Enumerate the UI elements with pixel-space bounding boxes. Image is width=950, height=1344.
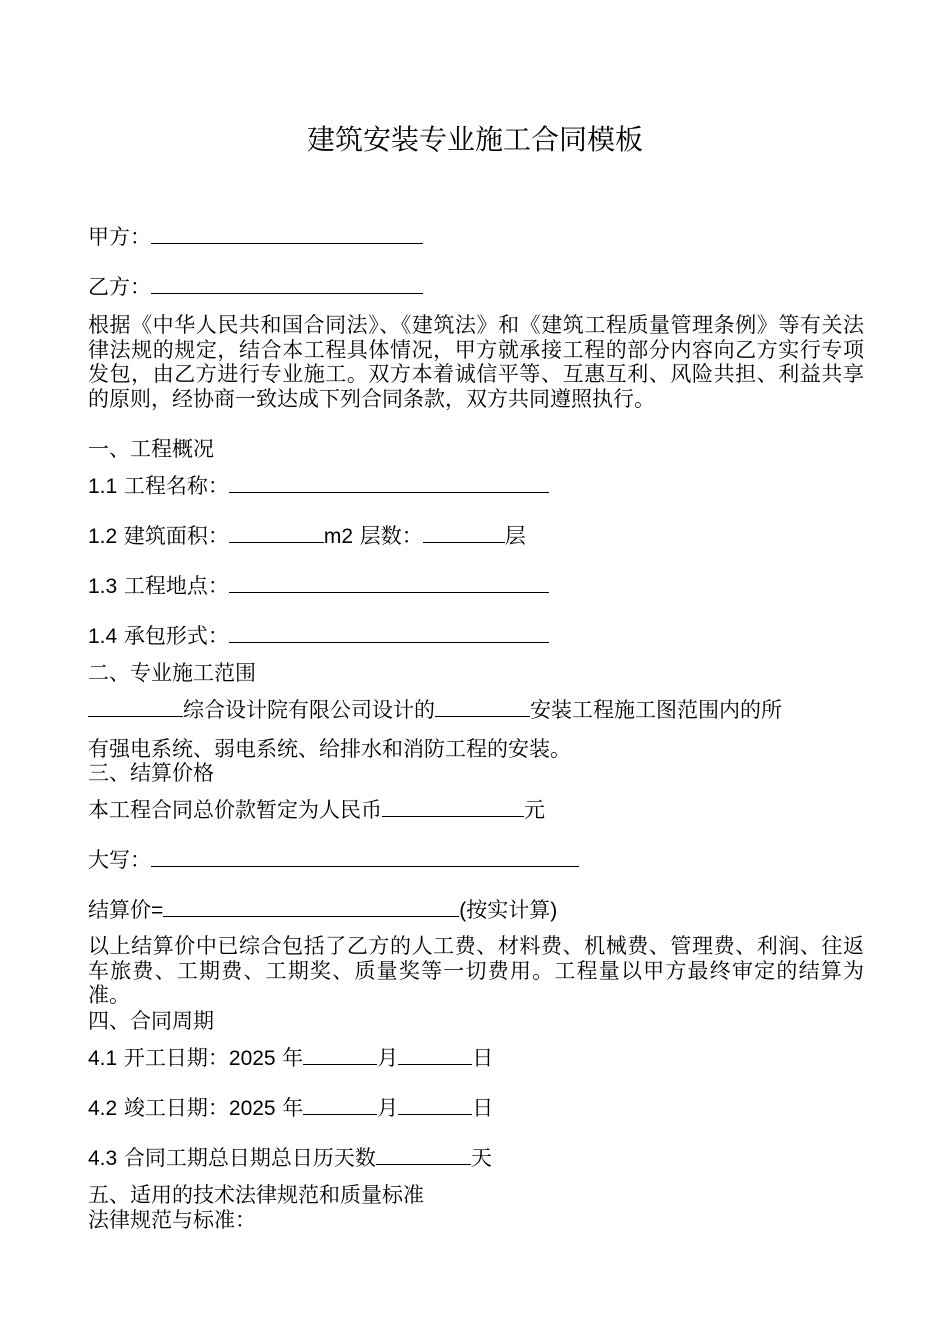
total-days-number: 4.3 bbox=[88, 1147, 118, 1170]
settlement-note: (按实计算) bbox=[459, 899, 558, 922]
building-area-unit: m2 bbox=[323, 525, 354, 548]
project-location-label: 工程地点： bbox=[123, 574, 229, 598]
section5-heading: 五、适用的技术法律规范和质量标准 bbox=[88, 1183, 424, 1207]
section4-heading: 四、合同周期 bbox=[88, 1009, 214, 1033]
floors-blank[interactable] bbox=[423, 522, 505, 543]
capital-amount-blank[interactable] bbox=[151, 846, 579, 867]
project-name-line bbox=[88, 472, 549, 500]
start-date-line bbox=[88, 1044, 493, 1072]
building-area-line bbox=[88, 522, 526, 550]
section2-heading: 二、专业施工范围 bbox=[88, 661, 256, 685]
building-area-label: 建筑面积： bbox=[123, 524, 229, 548]
start-month-unit: 月 bbox=[377, 1046, 399, 1070]
scope-line-2: 有强电系统、弱电系统、给排水和消防工程的安装。 bbox=[88, 737, 571, 761]
section1-heading: 一、工程概况 bbox=[88, 437, 214, 461]
total-days-label: 合同工期总日期总日历天数 bbox=[123, 1146, 376, 1170]
party-b-label: 乙方： bbox=[88, 275, 151, 299]
intro-paragraph: 根据《中华人民共和国合同法》、《建筑法》和《建筑工程质量管理条例》等有关法律法规的规定，结合本工程具体情况，甲方就承接工程的部分内容向乙方实行专项发包，由乙方进行专业施工。双方本着诚信平等、互惠互利、风险共担、利益共享的原则，经协商一致达成下列合同条款，双方共同遵照执行。 bbox=[88, 313, 864, 411]
floors-unit: 层 bbox=[504, 524, 526, 548]
section3-heading: 三、结算价格 bbox=[88, 761, 214, 785]
total-price-unit: 元 bbox=[524, 798, 545, 822]
section5-subheading: 法律规范与标准： bbox=[88, 1208, 256, 1232]
start-day-blank[interactable] bbox=[398, 1044, 472, 1065]
settlement-blank[interactable] bbox=[163, 896, 459, 917]
floors-label: 层数： bbox=[359, 524, 423, 548]
total-days-line bbox=[88, 1144, 492, 1172]
end-date-line bbox=[88, 1094, 493, 1122]
project-name-blank[interactable] bbox=[229, 472, 549, 493]
total-days-blank[interactable] bbox=[376, 1144, 471, 1165]
total-price-blank[interactable] bbox=[382, 796, 524, 817]
total-price-label: 本工程合同总价款暂定为人民币 bbox=[88, 798, 382, 822]
end-month-blank[interactable] bbox=[303, 1094, 377, 1115]
start-year-unit: 年 bbox=[282, 1046, 304, 1070]
total-price-line bbox=[88, 796, 545, 823]
settlement-label: 结算价= bbox=[88, 899, 164, 922]
design-institute-blank[interactable] bbox=[88, 696, 183, 717]
scope-line-1 bbox=[88, 696, 782, 723]
total-days-unit: 天 bbox=[470, 1146, 492, 1170]
building-area-number: 1.2 bbox=[88, 525, 118, 548]
end-day-blank[interactable] bbox=[398, 1094, 472, 1115]
end-month-unit: 月 bbox=[377, 1096, 399, 1120]
end-year-unit: 年 bbox=[282, 1096, 304, 1120]
capital-amount-label: 大写： bbox=[88, 848, 151, 872]
document-title: 建筑安装专业施工合同模板 bbox=[306, 123, 643, 156]
building-area-blank[interactable] bbox=[229, 522, 324, 543]
settlement-includes: 以上结算价中已综合包括了乙方的人工费、材料费、机械费、管理费、利润、往返车旅费、工期费、工期奖、质量奖等一切费用。工程量以甲方最终审定的结算为准。 bbox=[88, 934, 864, 1007]
install-project-blank[interactable] bbox=[435, 696, 530, 717]
project-location-number: 1.3 bbox=[88, 575, 118, 598]
party-b-blank[interactable] bbox=[151, 273, 423, 294]
contract-form-number: 1.4 bbox=[88, 625, 118, 648]
start-day-unit: 日 bbox=[472, 1046, 494, 1070]
party-a-blank[interactable] bbox=[151, 223, 423, 244]
end-year: 2025 bbox=[228, 1097, 276, 1120]
scope-text-part1: 综合设计院有限公司设计的 bbox=[183, 698, 435, 722]
project-name-number: 1.1 bbox=[88, 475, 118, 498]
scope-text-part2: 安装工程施工图范围内的所 bbox=[530, 698, 782, 722]
end-date-label: 竣工日期： bbox=[123, 1096, 229, 1120]
start-month-blank[interactable] bbox=[303, 1044, 377, 1065]
party-b-line bbox=[88, 273, 423, 300]
start-date-number: 4.1 bbox=[88, 1047, 118, 1070]
contract-form-line bbox=[88, 622, 549, 650]
party-a-line bbox=[88, 223, 423, 250]
start-date-label: 开工日期： bbox=[123, 1046, 229, 1070]
project-name-label: 工程名称： bbox=[123, 474, 229, 498]
contract-form-label: 承包形式： bbox=[123, 624, 229, 648]
project-location-line bbox=[88, 572, 549, 600]
party-a-label: 甲方： bbox=[88, 225, 151, 249]
contract-form-blank[interactable] bbox=[229, 622, 549, 643]
end-day-unit: 日 bbox=[472, 1096, 494, 1120]
capital-amount-line bbox=[88, 846, 579, 873]
start-year: 2025 bbox=[228, 1047, 276, 1070]
project-location-blank[interactable] bbox=[229, 572, 549, 593]
end-date-number: 4.2 bbox=[88, 1097, 118, 1120]
settlement-line bbox=[88, 896, 557, 924]
